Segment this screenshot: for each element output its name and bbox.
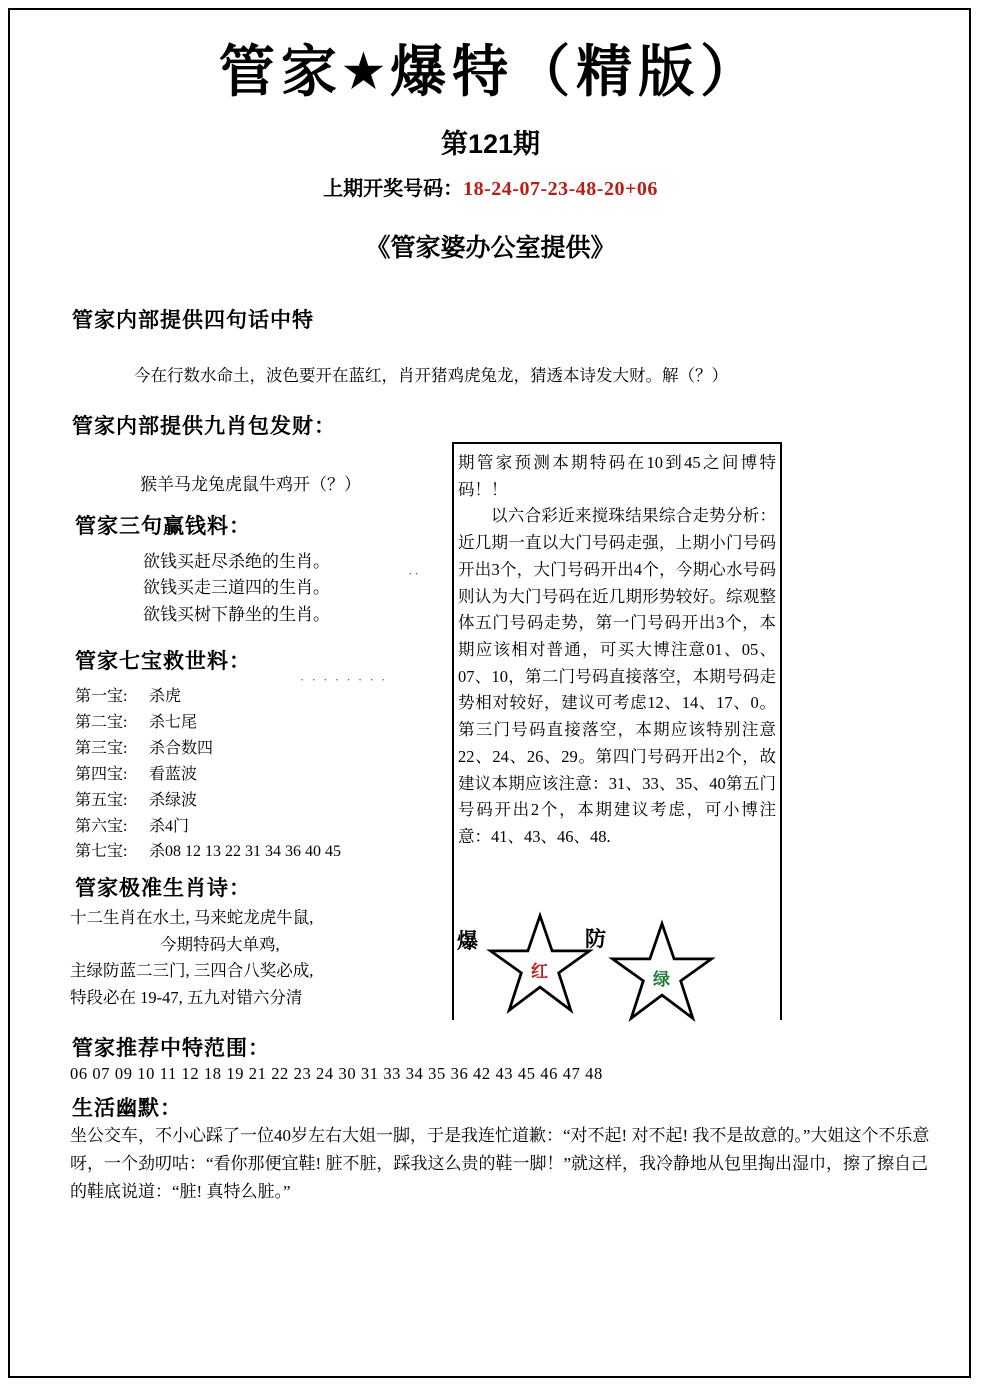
last-draw-line xyxy=(0,172,981,201)
treasure-key: 第五宝: xyxy=(75,791,128,809)
treasure-value: 杀虎 xyxy=(149,688,182,705)
section-text-nine-zodiac: 猴羊马龙兔虎鼠牛鸡开（？） xyxy=(140,475,361,494)
ellipsis-decoration: ·· xyxy=(408,566,421,581)
star-text-green: 绿 xyxy=(653,970,670,989)
section-heading-seven-treasures: 管家七宝救世料： xyxy=(75,649,251,673)
title-left: 管家 xyxy=(218,39,343,105)
poem-line: 十二生肖在水土, 马来蛇龙虎牛鼠, xyxy=(70,908,314,927)
title-mid: 爆特 xyxy=(390,39,515,105)
section-heading-nine-zodiac: 管家内部提供九肖包发财： xyxy=(72,414,336,438)
treasure-value: 看蓝波 xyxy=(149,765,198,783)
section-heading-four-sentences: 管家内部提供四句话中特 xyxy=(72,308,314,332)
list-item: 欲钱买树下静坐的生肖。 xyxy=(143,604,330,624)
last-draw-numbers: 18-24-07-23-48-20+06 xyxy=(463,178,658,200)
office-credit: 《管家婆办公室提供》 xyxy=(365,235,616,262)
star-label-left: 爆 xyxy=(457,928,478,953)
list-item: 欲钱买赶尽杀绝的生肖。 xyxy=(143,552,330,571)
treasure-key: 第二宝: xyxy=(75,713,128,731)
page-title xyxy=(0,28,981,108)
section-heading-zodiac-poem: 管家极准生肖诗： xyxy=(75,876,251,900)
article-paragraph-2: 以六合彩近来搅珠结果综合走势分析：近几期一直以大门号码走强，上期小门号码开出3个，大门号码开出4个，今期心水号码则认为大门号码在近几期形势较好。综观整体五门号码走势，第一门号码开出3个，本期应该相对普通，可买大博注意01、05、07、10，第二门号码直接落空，本期号码走势相对较好，建议可考虑12、14、17、0。第三门号码直接落空，本期应该特别注意22、24、26、29。第四门号码开出2个，故建议本期应该注意：31、33、35、40第五门号码开出2个，本期建议考虑，可小博注意：41、43、46、48. xyxy=(458,506,776,847)
life-humor-text: 坐公交车，不小心踩了一位40岁左右大姐一脚，于是我连忙道歉：“对不起! 对不起! 我不是故意的。”大姐这个不乐意呀，一个劲叨咕：“看你那便宜鞋! 脏不脏，踩我这么贵的鞋一脚！”就这样，我冷静地从包里掏出湿巾，擦了擦自己的鞋底说道：“脏! 真特么脏。” xyxy=(70,1126,930,1202)
recommended-numbers: 06 07 09 10 11 12 18 19 21 22 23 24 30 31 33 34 35 36 42 43 45 46 47 48 xyxy=(70,1064,603,1083)
star-text-red: 红 xyxy=(531,962,548,981)
treasure-key: 第六宝: xyxy=(75,817,128,835)
section-text-zodiac-poem xyxy=(70,905,470,1012)
section-heading-three-sentences: 管家三句赢钱料： xyxy=(75,514,251,538)
poem-line: 特段必在 19-47, 五九对错六分清 xyxy=(70,988,303,1008)
title-right: （精版） xyxy=(514,39,763,105)
treasure-value: 杀08 12 13 22 31 34 36 40 45 xyxy=(149,843,342,861)
treasure-key: 第四宝: xyxy=(75,765,128,783)
treasure-value: 杀七尾 xyxy=(149,713,198,731)
star-label-right: 防 xyxy=(585,926,606,951)
article-content xyxy=(458,450,776,851)
section-heading-recommended-range: 管家推荐中特范围： xyxy=(72,1036,270,1060)
list-item: 欲钱买走三道四的生肖。 xyxy=(143,578,330,598)
poem-line: 主绿防蓝二三门, 三四合八奖必成, xyxy=(70,961,314,981)
article-paragraph-1: 期管家预测本期特码在10到45之间博特码！！ xyxy=(458,453,776,499)
list-item xyxy=(75,788,455,814)
treasure-key: 第三宝: xyxy=(75,739,128,757)
list-item xyxy=(75,684,455,710)
section-text-four-sentences: 今在行数水命土，波色要开在蓝红，肖开猪鸡虎兔龙，猜透本诗发大财。解（？） xyxy=(134,366,728,385)
treasure-key: 第七宝: xyxy=(75,843,128,861)
list-item xyxy=(75,814,455,840)
treasure-value: 杀4门 xyxy=(149,817,190,835)
treasure-value: 杀合数四 xyxy=(149,739,214,757)
list-item xyxy=(75,736,455,762)
ellipsis-decoration: · · · · · · · · xyxy=(300,672,388,687)
section-list-three-sentences xyxy=(143,549,463,628)
treasure-key: 第一宝: xyxy=(75,688,128,705)
stars-area xyxy=(455,905,780,1020)
star-glyph: ★ xyxy=(342,44,391,98)
section-list-seven-treasures xyxy=(75,684,455,865)
list-item xyxy=(75,839,455,865)
poem-line: 今期特码大单鸡, xyxy=(160,934,280,954)
last-draw-label: 上期开奖号码： xyxy=(323,178,464,200)
list-item xyxy=(75,762,455,788)
list-item xyxy=(75,710,455,736)
issue-number: 第121期 xyxy=(440,129,541,159)
treasure-value: 杀绿波 xyxy=(149,791,198,809)
section-heading-life-humor: 生活幽默： xyxy=(72,1096,182,1120)
